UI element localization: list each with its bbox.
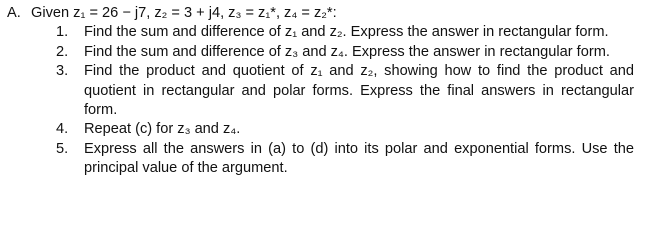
item-text: Find the sum and difference of z₃ and z₄. Express the answer in rectangular form. xyxy=(84,43,610,60)
problem-item-5 xyxy=(0,140,657,179)
item-number: 2. xyxy=(56,43,69,60)
problem-item-2 xyxy=(0,43,657,62)
problem-item-3 xyxy=(0,62,657,120)
item-text: Find the product and quotient of z₁ and z₂, showing how to find the product and quotient in rectangular and polar forms. Express the final answers in rectangular form. xyxy=(84,63,634,119)
problem-item-4 xyxy=(0,120,657,139)
problem-header xyxy=(7,4,337,23)
problem-item-1 xyxy=(0,23,657,42)
section-label: A. xyxy=(7,5,21,21)
item-text: Express all the answers in (a) to (d) into its polar and exponential forms. Use the principal value of the argument. xyxy=(84,140,634,177)
item-number: 4. xyxy=(56,121,69,138)
item-text: Repeat (c) for z₃ and z₄. xyxy=(84,121,241,138)
item-text: Find the sum and difference of z₁ and z₂. Express the answer in rectangular form. xyxy=(84,24,609,41)
item-number: 3. xyxy=(56,63,69,80)
given-statement: Given z₁ = 26 − j7, z₂ = 3 + j4, z₃ = z₁*, z₄ = z₂*: xyxy=(31,5,337,21)
item-number: 5. xyxy=(56,140,69,157)
item-number: 1. xyxy=(56,24,69,41)
problem-list xyxy=(0,23,657,178)
